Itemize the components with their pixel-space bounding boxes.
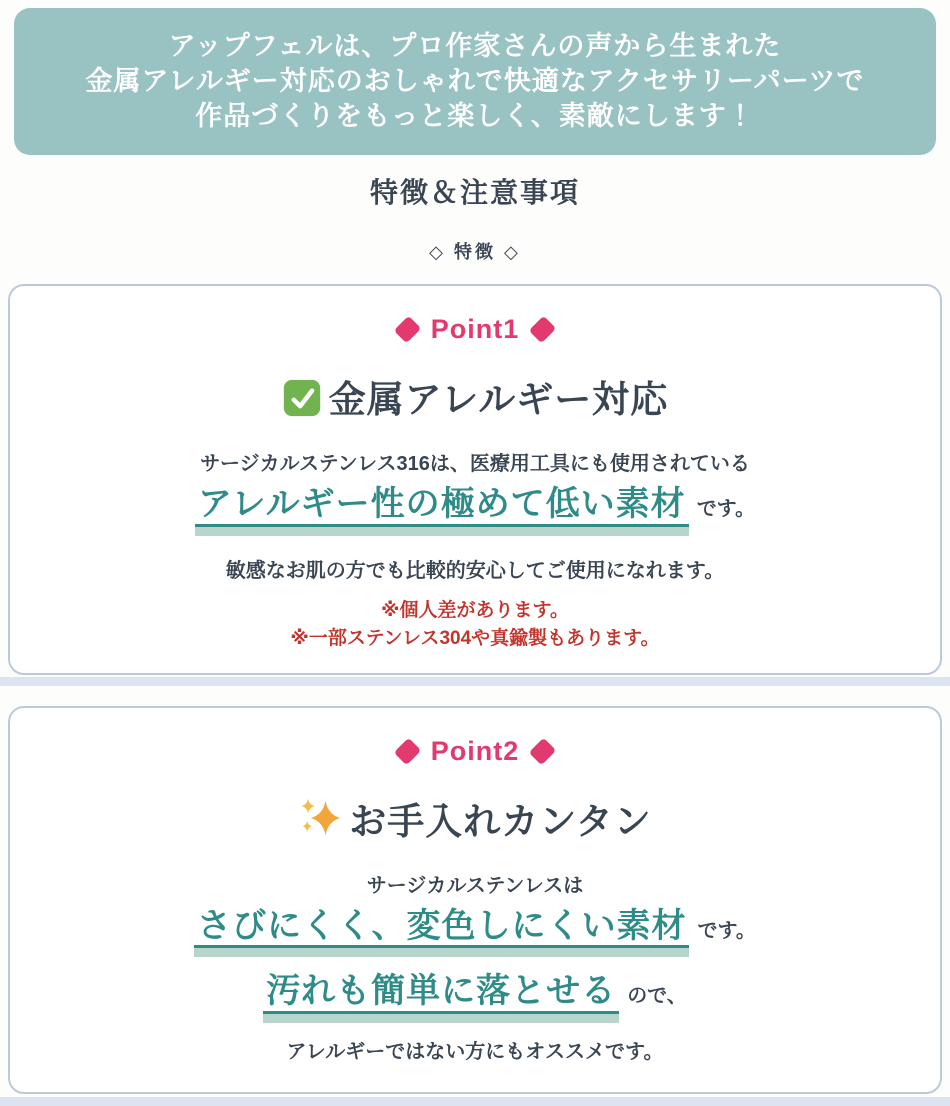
divider-strip xyxy=(0,677,950,686)
check-mark-icon xyxy=(282,378,322,418)
point1-highlight-line xyxy=(28,486,922,536)
point1-card xyxy=(8,284,942,675)
point1-heading-text: 金属アレルギー対応 xyxy=(328,379,669,420)
hero-banner-line-3: 作品づくりをもっと楽しく、素敵にします！ xyxy=(195,101,755,131)
point1-body-line1: サージカルステンレス316は、医療用工具にも使用されている xyxy=(200,453,750,475)
point1-notes xyxy=(28,597,922,653)
point1-badge xyxy=(28,314,922,345)
point2-heading xyxy=(28,791,922,845)
point2-card xyxy=(8,706,942,1094)
point2-heading-text: お手入れカンタン xyxy=(349,800,652,842)
hero-banner-line-1: アップフェルは、プロ作家さんの声から生まれた xyxy=(168,31,782,61)
point2-highlight1-text: さびにくく、変色しにくい素材 xyxy=(194,908,689,949)
divider-strip-bottom xyxy=(0,1097,950,1106)
point2-highlight1-suffix: です。 xyxy=(697,919,756,942)
point1-highlight-suffix: です。 xyxy=(696,498,756,520)
diamond-icon xyxy=(393,737,421,765)
point2-highlight-line2 xyxy=(28,973,922,1023)
diamond-icon xyxy=(393,316,421,344)
point2-highlight2-suffix: ので、 xyxy=(627,985,687,1008)
point2-highlight2-text: 汚れも簡単に落とせる xyxy=(263,973,619,1014)
point1-badge-label: Point1 xyxy=(430,314,520,344)
section-title: 特徴＆注意事項 xyxy=(369,177,580,208)
hero-banner xyxy=(14,8,936,155)
point2-badge-label: Point2 xyxy=(430,735,520,766)
diamond-icon xyxy=(529,316,557,344)
point2-badge xyxy=(28,736,922,767)
hero-banner-line-2: 金属アレルギー対応のおしゃれで快適なアクセサリーパーツで xyxy=(85,66,865,96)
point2-body-line2: アレルギーではない方にもオススメです。 xyxy=(286,1041,664,1064)
marker-underline xyxy=(195,486,689,536)
point1-note-2: ※一部ステンレス304や真鍮製もあります。 xyxy=(290,627,660,649)
point1-heading xyxy=(28,369,922,423)
diamond-icon xyxy=(529,737,557,765)
section-subtitle: ◇ 特徴 ◇ xyxy=(429,242,521,262)
point1-body-line2: 敏感なお肌の方でも比較的安心してご使用になれます。 xyxy=(225,559,725,582)
marker-underline xyxy=(263,973,619,1023)
product-description-page xyxy=(0,8,950,1064)
point2-body-line1: サージカルステンレスは xyxy=(366,874,584,897)
point1-note-1: ※個人差があります。 xyxy=(381,599,569,621)
sparkles-icon xyxy=(298,796,342,840)
point1-highlight-text: アレルギー性の極めて低い素材 xyxy=(195,486,689,527)
